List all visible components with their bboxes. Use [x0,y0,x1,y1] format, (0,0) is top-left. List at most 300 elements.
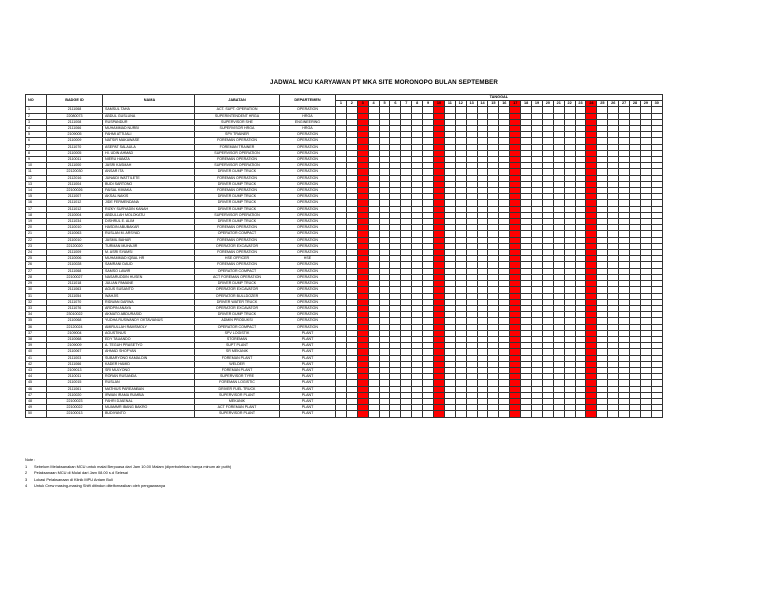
row-job: HSE OFFICER [195,256,280,262]
row-no: 9 [26,157,47,163]
day-cell [466,411,477,417]
row-department: OPERATION [280,243,336,249]
row-no: 16 [26,200,47,206]
row-no: 31 [26,293,47,299]
row-badge-id: 22100022 [47,405,103,411]
row-name: JULIAN PAMANE [103,281,195,287]
row-department: PLANT [280,374,336,380]
row-no: 8 [26,150,47,156]
row-no: 23 [26,243,47,249]
row-job: SUPERVISOR PLANT [195,411,280,417]
row-name: NASARUDDIN HUSEN [103,274,195,280]
row-job: DRIVER DUMP TRUCK [195,219,280,225]
row-name: MATHIUS PAREANBAN [103,386,195,392]
note-number: 1 [25,463,28,469]
row-department: OPERATION [280,281,336,287]
row-badge-id: 2110063 [47,231,103,237]
note-item [25,470,231,477]
row-badge-id: 2109013 [47,367,103,373]
row-no: 3 [26,119,47,125]
row-name: RUSLAN [103,380,195,386]
row-department: PLANT [280,330,336,336]
row-no: 1 [26,107,47,113]
note-text: Pelaksanaan MCU di Mulai dari Jam 08.00 s.d Selesai [34,470,128,476]
row-job: OPERATOR EXCAVATOR [195,305,280,311]
row-department: OPERATION [280,312,336,318]
row-badge-id: 2110005 [47,150,103,156]
note-text: Sebelum Melaksanakan MCU untuk malai Berpuasa dari Jam 10.00 Malam (diperbolehkan hanya minum air putih) [34,463,232,469]
table-body [26,107,663,417]
day-cell [532,411,543,417]
row-name: JIDE FERMENDANA [103,200,195,206]
row-badge-id: 2111000 [47,163,103,169]
row-job: SPV TRAINER [195,132,280,138]
row-job: SUPERVISOR OPERATION [195,150,280,156]
row-department: OPERATION [280,225,336,231]
row-job: FOREMAN OPERATION [195,138,280,144]
row-department: OPERATION [280,206,336,212]
row-job: FOREMAN OPERATION [195,188,280,194]
day-cell [619,411,630,417]
row-job: FOREMAN PLANT [195,367,280,373]
row-no: 38 [26,336,47,342]
row-name: HASDIN ABUBAKAR [103,225,195,231]
row-badge-id: 2111007 [47,194,103,200]
row-job: FOREMAN OPERATION [195,225,280,231]
row-badge-id: 2111063 [47,287,103,293]
row-no: 20 [26,225,47,231]
note-item [25,483,231,490]
day-cell [488,411,499,417]
row-badge-id: 2110028 [47,262,103,268]
row-department: OPERATION [280,219,336,225]
row-badge-id: 2111003 [47,355,103,361]
header-job: JABATAN [195,95,280,107]
row-no: 34 [26,312,47,318]
row-name: FAHMI ATTIJALI [103,132,195,138]
note-item [25,477,231,484]
day-cell [608,411,619,417]
row-name: M. ASRI SYAMSI [103,250,195,256]
day-cell [434,411,445,417]
header-day: 5 [379,101,390,107]
row-no: 48 [26,398,47,404]
row-badge-id: 22100027 [47,274,103,280]
row-badge-id: 2110011 [47,157,103,163]
row-name: MUAMMR IBANG BAKRO [103,405,195,411]
day-cell [444,411,455,417]
row-badge-id: 2109005 [47,132,103,138]
header-day: 23 [575,101,586,107]
row-name: JASMIL BAHAR [103,237,195,243]
row-department: PLANT [280,398,336,404]
row-no: 28 [26,274,47,280]
row-name: AGUS SUSANTO [103,287,195,293]
row-badge-id: 22100026 [47,188,103,194]
header-day: 30 [651,101,662,107]
row-department: OPERATION [280,324,336,330]
row-no: 36 [26,324,47,330]
row-name: AGUSTINUS [103,330,195,336]
row-job: FOREMAN OPERATION [195,175,280,181]
day-cell [401,411,412,417]
row-badge-id: 22120030 [47,169,103,175]
day-cell [630,411,641,417]
row-name: SAMRANI DAUD [103,262,195,268]
row-job: DRIVER DUMP TRUCK [195,169,280,175]
row-no: 6 [26,138,47,144]
row-no: 47 [26,392,47,398]
row-job: SUPERVISOR OPERATION [195,212,280,218]
row-job: SUPERVISOR SHE [195,119,280,125]
row-department: PLANT [280,355,336,361]
row-no: 12 [26,175,47,181]
row-name: KADER HAMID [103,361,195,367]
row-department: OPERATION [280,169,336,175]
row-badge-id: 2110004 [47,212,103,218]
row-no: 13 [26,181,47,187]
day-cell [510,411,521,417]
row-department: OPERATION [280,287,336,293]
note-number: 3 [25,476,28,482]
header-day: 17 [510,101,521,107]
row-no: 50 [26,411,47,417]
row-badge-id: 2110068 [47,336,103,342]
row-badge-id: 22080073 [47,113,103,119]
row-department: OPERATION [280,144,336,150]
note-number: 2 [25,470,28,476]
row-badge-id: 2109004 [47,330,103,336]
row-department: OPERATION [280,237,336,243]
row-job: FOREMAN PLANT [195,355,280,361]
row-no: 35 [26,318,47,324]
row-department: HRGA [280,126,336,132]
row-name: FAISAL KIMAKA [103,188,195,194]
row-no: 5 [26,132,47,138]
day-cell [499,411,510,417]
row-name: NIERU HAMZA [103,157,195,163]
row-name: RIZKY SURYADIN KANAH [103,206,195,212]
row-job: ACT. SUPT. OPERATION [195,107,280,113]
row-no: 22 [26,237,47,243]
row-badge-id: 2111076 [47,305,103,311]
row-name: SUBARYONO KAMALDIN [103,355,195,361]
row-department: OPERATION [280,231,336,237]
row-name: MUHAMMAD NURBI [103,126,195,132]
day-cell [651,411,662,417]
row-no: 15 [26,194,47,200]
day-cell [412,411,423,417]
row-department: PLANT [280,380,336,386]
row-badge-id: 2111068 [47,268,103,274]
notes-label: Note : [25,457,36,462]
day-cell [564,411,575,417]
row-job: DRIVER DUMP TRUCK [195,200,280,206]
row-name: EDY TAUANDO [103,336,195,342]
row-department: HSE [280,256,336,262]
row-name: SAMSO LAWIR [103,268,195,274]
row-no: 21 [26,231,47,237]
note-text: Untuk Crew masing-masing Shift ditindun ditelfornasikan oleh pengawasnya [34,483,166,489]
row-department: OPERATION [280,318,336,324]
row-job: SR MEKANIK [195,349,280,355]
header-day: 15 [488,101,499,107]
row-badge-id: 22100013 [47,411,103,417]
row-job: FOREMAN OPERATION [195,237,280,243]
table-row [26,411,663,417]
row-badge-id: 2110011 [47,374,103,380]
header-day: 20 [542,101,553,107]
row-no: 41 [26,355,47,361]
header-day: 3 [357,101,368,107]
row-badge-id: 2110067 [47,349,103,355]
day-cell [542,411,553,417]
header-day: 7 [401,101,412,107]
row-department: OPERATION [280,157,336,163]
row-no: 46 [26,386,47,392]
note-number: 4 [25,483,28,489]
row-name: RUSLAN M. ARSYAD [103,231,195,237]
note-item [25,464,231,471]
row-name: ABDUL GUSLUNA [103,113,195,119]
row-job: FOREMAN TRAINER [195,144,280,150]
day-cell [553,411,564,417]
row-badge-id: 2111004 [47,181,103,187]
row-department: PLANT [280,392,336,398]
row-department: PLANT [280,343,336,349]
row-department: OPERATION [280,194,336,200]
row-department: ENGINEERING [280,119,336,125]
row-department: PLANT [280,386,336,392]
day-cell [346,411,357,417]
row-badge-id: 2111066 [47,361,103,367]
row-badge-id: 2110068 [47,318,103,324]
row-name: AMIRULLAH RAMSMOLY [103,324,195,330]
mcu-schedule-table [25,94,663,418]
row-department: OPERATION [280,132,336,138]
row-job: ACT FOREMAN PLANT [195,405,280,411]
row-badge-id: 2111009 [47,250,103,256]
row-name: AKSAL NAKIS [103,194,195,200]
row-no: 39 [26,343,47,349]
header-day: 24 [586,101,597,107]
row-job: SUPERVISOR HRGA [195,126,280,132]
row-no: 17 [26,206,47,212]
row-badge-id: 2111068 [47,107,103,113]
header-day: 8 [412,101,423,107]
row-name: RORAN RUSANDA [103,374,195,380]
day-cell [390,411,401,417]
row-department: PLANT [280,336,336,342]
row-badge-id: 2111034 [47,219,103,225]
row-no: 32 [26,299,47,305]
day-cell [575,411,586,417]
row-job: DRIVER DUMP TRUCK [195,181,280,187]
header-day: 4 [368,101,379,107]
row-name: ABDULLAH MOLOKATU [103,212,195,218]
row-job: DRIVER WATER TRUCK [195,299,280,305]
header-tanggal: TANGGAL [336,95,663,101]
row-department: OPERATION [280,305,336,311]
row-no: 11 [26,169,47,175]
header-no: NO [26,95,47,107]
row-job: OPERATOR COMPACT [195,231,280,237]
row-job: SPV LOGISTIK [195,330,280,336]
header-day: 29 [640,101,651,107]
row-no: 43 [26,367,47,373]
row-department: OPERATION [280,138,336,144]
row-no: 33 [26,305,47,311]
row-job: WELDER [195,361,280,367]
day-cell [368,411,379,417]
row-department: OPERATION [280,181,336,187]
row-badge-id: 2111061 [47,386,103,392]
row-no: 42 [26,361,47,367]
row-name: RUSPANDUR [103,119,195,125]
day-cell [586,411,597,417]
header-day: 9 [423,101,434,107]
day-cell [336,411,347,417]
row-job: OPERATOR BULLDOZER [195,293,280,299]
header-day: 22 [564,101,575,107]
row-name: NATSIR MAKAWASE [103,138,195,144]
row-badge-id: 2111008 [47,119,103,125]
header-day: 11 [444,101,455,107]
row-badge-id: 2111012 [47,200,103,206]
header-day: 10 [434,101,445,107]
row-name: TURMAN MUHAJIR [103,243,195,249]
header-day: 21 [553,101,564,107]
row-name: YUDHA RUSWANDY OKTAVIANUS [103,318,195,324]
row-no: 44 [26,374,47,380]
row-name: DISHRUL E. ALIM [103,219,195,225]
row-department: OPERATION [280,250,336,256]
row-job: OPERATOR EXCAVATOR [195,243,280,249]
row-department: OPERATION [280,274,336,280]
row-job: SUPERVISOR PLANT [195,392,280,398]
row-department: OPERATION [280,299,336,305]
row-job: SUPERVISOR OPERATION [195,163,280,169]
day-cell [455,411,466,417]
row-no: 27 [26,268,47,274]
header-day: 2 [346,101,357,107]
row-department: PLANT [280,405,336,411]
row-department: OPERATION [280,188,336,194]
row-no: 19 [26,219,47,225]
header-day: 16 [499,101,510,107]
row-name: ANSAR ITA [103,169,195,175]
row-badge-id: 22120020 [47,243,103,249]
row-department: OPERATION [280,163,336,169]
row-job: OPERATOR COMPACT [195,324,280,330]
row-job: STOREMAN [195,336,280,342]
day-cell [477,411,488,417]
row-name: FAHRI DJAENAL [103,398,195,404]
header-day: 13 [466,101,477,107]
row-badge-id: 2109009 [47,343,103,349]
row-department: HRGA [280,113,336,119]
row-badge-id: 2110020 [47,392,103,398]
row-department: PLANT [280,411,336,417]
row-no: 26 [26,262,47,268]
row-badge-id: 2111018 [47,281,103,287]
row-name: BUDIYANTO [103,411,195,417]
row-name: MUHAMMAD IQBAL HR [103,256,195,262]
row-department: OPERATION [280,200,336,206]
row-badge-id: 22120024 [47,324,103,330]
row-no: 30 [26,287,47,293]
row-badge-id: 2111070 [47,299,103,305]
row-no: 29 [26,281,47,287]
row-job: FOREMAN OPERATION [195,157,280,163]
row-job: FOREMAN OPERATION [195,262,280,268]
page-title: JADWAL MCU KARYAWAN PT MKA SITE MORONOPO BULAN SEPTEMBER [270,79,498,86]
row-name: ARDPIN ANAYA [103,305,195,311]
row-no: 37 [26,330,47,336]
row-no: 7 [26,144,47,150]
row-name: AHMAD SHOFYAN [103,349,195,355]
row-badge-id: 2110010 [47,237,103,243]
row-badge-id: 23010022 [47,312,103,318]
row-badge-id: 22100023 [47,398,103,404]
header-day: 14 [477,101,488,107]
row-name: A. TEGUH PRASETYO [103,343,195,349]
row-badge-id: 2110009 [47,138,103,144]
row-no: 24 [26,250,47,256]
row-no: 40 [26,349,47,355]
row-badge-id: 2110015 [47,380,103,386]
row-no: 45 [26,380,47,386]
header-badge-id: BADGE ID [47,95,103,107]
row-name: WAHJIS [103,293,195,299]
row-job: OPERATOR EXCAVATOR [195,287,280,293]
row-name: JASRI KASMAH [103,163,195,169]
day-cell [423,411,434,417]
row-name: HI. UDIN AHMAD [103,150,195,156]
row-job: DRIVER DUMP TRUCK [195,206,280,212]
row-department: OPERATION [280,150,336,156]
row-no: 14 [26,188,47,194]
row-department: OPERATION [280,262,336,268]
day-cell [597,411,608,417]
row-no: 25 [26,256,47,262]
row-department: OPERATION [280,107,336,113]
row-job: FOREMAN LOGISTIC [195,380,280,386]
header-day: 28 [630,101,641,107]
row-no: 18 [26,212,47,218]
day-cell [521,411,532,417]
row-job: ACT FOREMAN OPERATION [195,274,280,280]
row-job: SUPT PLANT [195,343,280,349]
row-no: 10 [26,163,47,169]
row-job: DRIVER DUMP TRUCK [195,194,280,200]
row-name: JUNAIDI WATTILETE [103,175,195,181]
header-day: 6 [390,101,401,107]
header-day: 25 [597,101,608,107]
row-job: SUPERINTENDENT HRGA [195,113,280,119]
row-department: OPERATION [280,293,336,299]
header-day: 12 [455,101,466,107]
row-name: BUDI SARTONO [103,181,195,187]
row-department: OPERATION [280,268,336,274]
day-cell [379,411,390,417]
row-name: ASEPAT SALAULA [103,144,195,150]
row-job: DRIVER DUMP TRUCK [195,281,280,287]
row-name: IRWAN IRAMA RUMBIA [103,392,195,398]
row-job: ADMIN PRODUKSI [195,318,280,324]
row-name: AKMATO ABDURASID [103,312,195,318]
row-department: OPERATION [280,212,336,218]
